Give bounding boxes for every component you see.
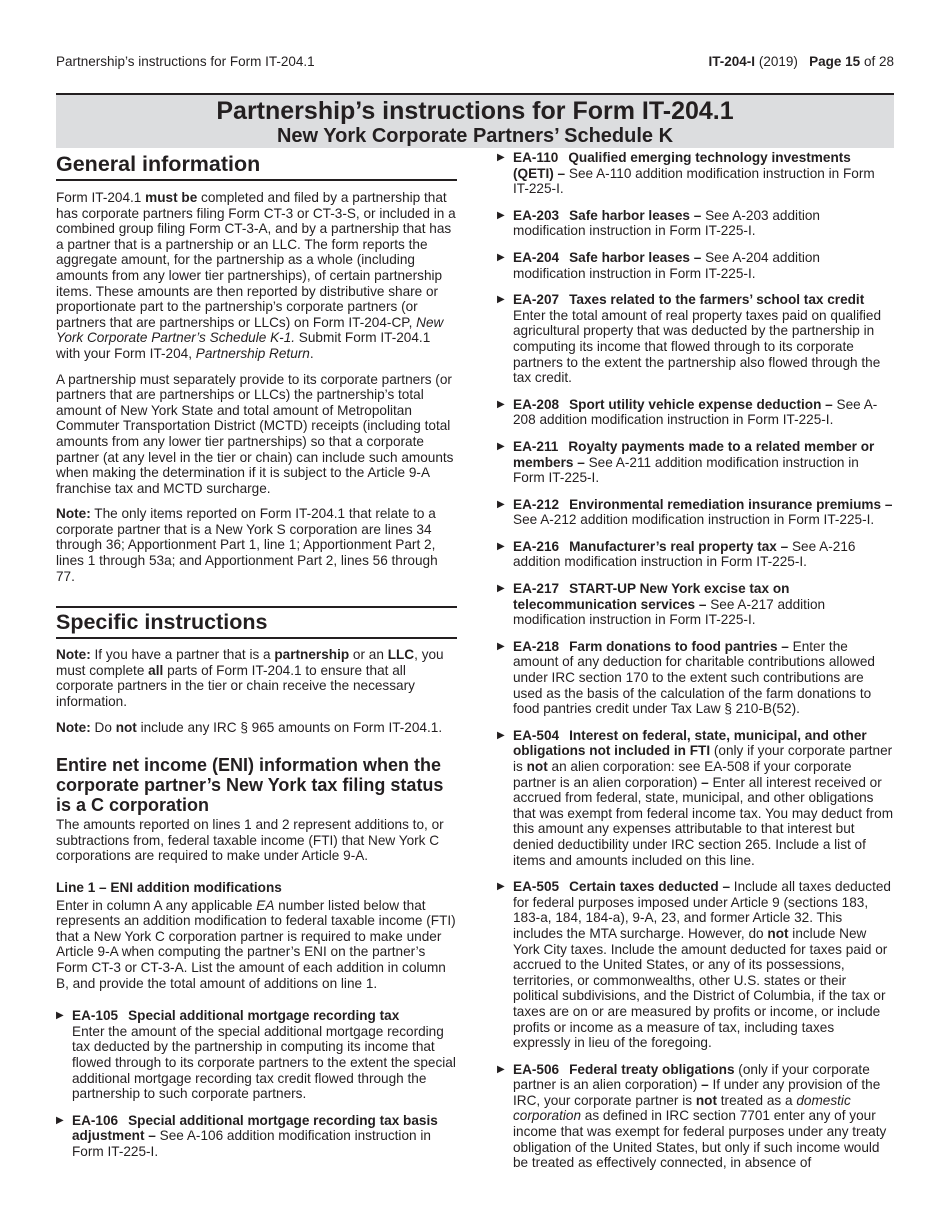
- bullet-triangle-icon: ▶: [497, 440, 505, 452]
- ea-text: See A-106 addition modification instruction in Form IT-225-I.: [72, 1128, 431, 1159]
- right-column: [497, 150, 894, 1182]
- ea-207-item: ▶ EA-207 Taxes related to the farmers’ school tax credit Enter the total amount of real property taxes paid on qualified agricultural property that was deducted by the partnership in computing its income that flowed through to its corporate partners to the extent the partnership also flowed through the tax credit.: [497, 292, 882, 386]
- ea-216-item: ▶ EA-216 Manufacturer’s real property tax – See A-216 addition modification instruction in Form IT-225-I.: [497, 538, 856, 570]
- line-1-heading: Line 1 – ENI addition modifications: [56, 880, 282, 895]
- bullet-triangle-icon: ▶: [56, 1010, 64, 1022]
- bullet-triangle-icon: ▶: [497, 640, 505, 652]
- ea-212-item: ▶ EA-212 Environmental remediation insurance premiums – See A-212 addition modification instruction in Form IT-225-I.: [497, 496, 893, 528]
- running-header-title: Partnership’s instructions for Form IT-204.1: [56, 54, 315, 69]
- bullet-triangle-icon: ▶: [56, 1114, 64, 1126]
- eni-heading: Entire net income (ENI) information when the corporate partner’s New York tax filing status is a C corporation: [56, 755, 444, 816]
- bullet-triangle-icon: ▶: [497, 540, 505, 552]
- ea-code: EA-106: [72, 1112, 119, 1128]
- general-note: Note: The only items reported on Form IT-204.1 that relate to a corporate partner that is a New York S corporation are lines 34 through 36; Apportionment Part 1, line 1; Apportionment Part 2, lines 1 through 53a; and Apportionment Part 2, lines 56 through 77.: [56, 506, 438, 584]
- general-paragraph-1: Form IT-204.1 must be completed and filed by a partnership that has corporate partners filing Form CT-3 or CT-3-S, or included in a combined group filing Form CT-3-A, and by a partnership that has a partner that is a partnership or an LLC. The form reports the aggregate amount, for the partnership as a whole (including amounts from any lower tier partnerships), of certain partnership items. These amounts are then reported by distributive share or proportionate part to the partnership’s corporate partners (or partners that are partnerships or LLCs) on Form IT-204-CP, New York Corporate Partner’s Schedule K-1. Submit Form IT-204.1 with your Form IT-204, Partnership Return.: [56, 190, 456, 361]
- ea-title: Special additional mortgage recording tax: [128, 1008, 400, 1024]
- ea-code: EA-105: [72, 1008, 119, 1024]
- ea-505-item: ▶ EA-505 Certain taxes deducted – Include all taxes deducted for federal purposes imposed under Article 9 (sections 183, 183-a, 184, 184-a), 9-A, 23, and former Article 32. This includes the MTA surcharge. However, do not include New York City taxes. Include the amount deducted for taxes paid or accrued to the United States, or any of its possessions, territories, or commonwealths, other U.S. states or their political subdivisions, and the District of Columbia, if the tax or taxes are on or are measured by profits or income, or include profits or income as a measure of tax, including taxes expressly in lieu of the foregoing.: [497, 879, 891, 1051]
- title-banner: [56, 93, 894, 148]
- ea-506-item: ▶ EA-506 Federal treaty obligations (only if your corporate partner is an alien corporation) – If under any provision of the IRC, your corporate partner is not treated as a domestic corporation as defined in IRC section 7701 enter any of your income that was exempt for federal purposes under any treaty obligation of the United States, but only if such income would be treated as effectively connected, in absence of: [497, 1061, 887, 1171]
- bullet-triangle-icon: ▶: [497, 152, 505, 163]
- ea-203-item: ▶ EA-203 Safe harbor leases – See A-203 addition modification instruction in Form IT-225-I.: [497, 207, 820, 239]
- specific-note-2: Note: Do not include any IRC § 965 amounts on Form IT-204.1.: [56, 719, 443, 735]
- ea-text: Enter the amount of the special additional mortgage recording tax deducted by the partnership in computing its income that flowed through to its corporate partners to the extent the special additional mortgage recording tax credit flowed through the partnership to such corporate partners.: [72, 1023, 456, 1102]
- ea-504-item: ▶ EA-504 Interest on federal, state, municipal, and other obligations not included in FTI (only if your corporate partner is not an alien corporation: see EA-508 if your corporate partner is an alien corporation) – Enter all interest received or accrued from federal, state, municipal, and other obligations that was exempt from federal income tax. You may deduct from this amount any expenses attributable to that interest but denied deductibility under IRC section 265. Include a list of items and amounts included on this line.: [497, 727, 894, 868]
- left-column: [56, 150, 457, 1171]
- running-header-page: [709, 54, 894, 69]
- ea-217-item: ▶ EA-217 START-UP New York excise tax on telecommunication services – See A-217 addition modification instruction in Form IT-225-I.: [497, 581, 826, 628]
- ea-204-item: ▶ EA-204 Safe harbor leases – See A-204 addition modification instruction in Form IT-225-I.: [497, 249, 820, 281]
- specific-instructions-heading: Specific instructions: [56, 606, 457, 639]
- ea-105-item: [56, 1008, 457, 1102]
- bullet-triangle-icon: ▶: [497, 729, 505, 741]
- ea-110-item: ▶ EA-110 Qualified emerging technology investments (QETI) – See A-110 addition modification instruction in Form IT-225-I.: [497, 150, 875, 197]
- bullet-triangle-icon: ▶: [497, 398, 505, 410]
- page-number: 15: [845, 54, 861, 69]
- ea-106-item: [56, 1113, 457, 1160]
- ea-208-item: ▶ EA-208 Sport utility vehicle expense deduction – See A-208 addition modification instruction in Form IT-225-I.: [497, 396, 878, 428]
- page-total: of 28: [863, 54, 894, 69]
- line-1-paragraph: Enter in column A any applicable EA number listed below that represents an addition modification to federal taxable income (FTI) that a New York C corporation partner is required to make under Article 9-A when computing the partner’s ENI on the partner’s Form CT-3 or CT-3-A. List the amount of each addition in column B, and provide the total amount of additions on line 1.: [56, 897, 456, 991]
- form-number: IT-204-I: [708, 54, 756, 69]
- general-paragraph-2: A partnership must separately provide to its corporate partners (or partners that are partnerships or LLCs) the partnership’s total amount of New York State and total amount of Metropolitan Commuter Transportation District (MCTD) receipts (including total amounts from any lower tier partnerships) so that a corporate partner (at any level in the tier or chain) can include such amounts when making the determination if it is subject to the Article 9-A franchise tax and MCTD surcharge.: [56, 371, 454, 496]
- ea-211-item: ▶ EA-211 Royalty payments made to a related member or members – See A-211 addition modification instruction in Form IT-225-I.: [497, 438, 875, 486]
- bullet-triangle-icon: ▶: [497, 1063, 505, 1075]
- ea-218-item: ▶ EA-218 Farm donations to food pantries – Enter the amount of any deduction for charitable contributions allowed under IRC section 170 to the extent such contributions are used as the basis of the calculation of the farm donations to food pantries credit under Tax Law § 210-B(52).: [497, 638, 875, 717]
- bullet-triangle-icon: ▶: [497, 209, 505, 221]
- document-subtitle: New York Corporate Partners’ Schedule K: [276, 125, 674, 147]
- bullet-triangle-icon: ▶: [497, 583, 505, 595]
- general-information-heading: General information: [56, 150, 457, 181]
- bullet-triangle-icon: ▶: [497, 881, 505, 893]
- bullet-triangle-icon: ▶: [497, 294, 505, 306]
- ea-title: Special additional mortgage recording tax basis adjustment –: [72, 1112, 438, 1144]
- page-label: Page: [809, 54, 842, 69]
- bullet-triangle-icon: ▶: [497, 498, 505, 510]
- document-title: Partnership’s instructions for Form IT-204.1: [216, 97, 734, 125]
- bullet-triangle-icon: ▶: [497, 251, 505, 263]
- eni-paragraph: The amounts reported on lines 1 and 2 represent additions to, or subtractions from, federal taxable income (FTI) that New York C corporations are required to make under Article 9-A.: [56, 817, 444, 864]
- form-year: (2019): [758, 54, 798, 69]
- specific-note-1: Note: If you have a partner that is a partnership or an LLC, you must complete all parts of Form IT-204.1 to ensure that all corporate partners in the tier or chain receive the necessary information.: [56, 647, 444, 710]
